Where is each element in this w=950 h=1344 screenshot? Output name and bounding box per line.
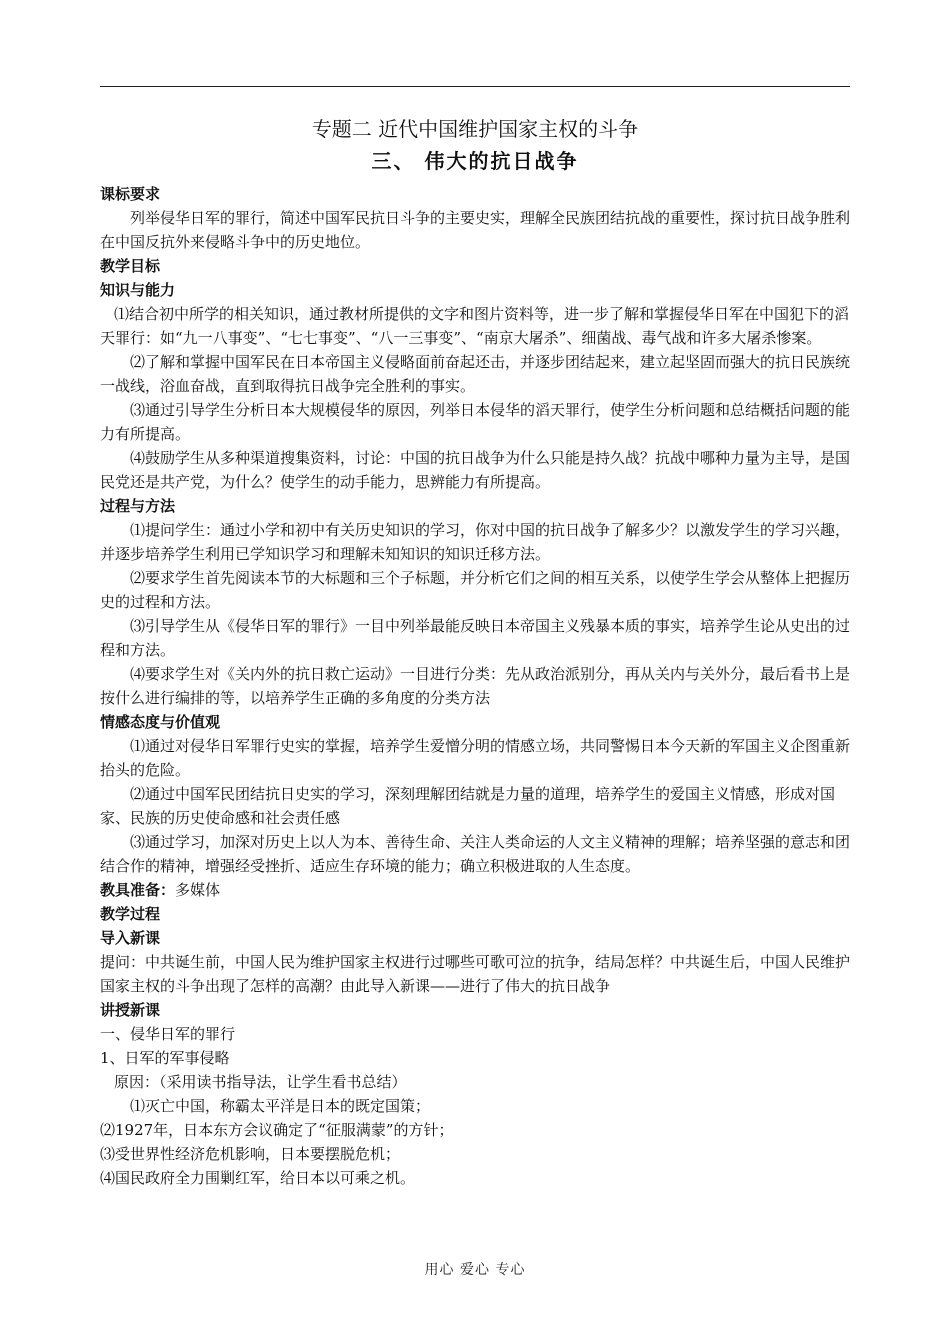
kebiao-text: 列举侵华日军的罪行，简述中国军民抗日斗争的主要史实，理解全民族团结抗战的重要性，探讨抗日战争胜利在中国反抗外来侵略斗争中的历史地位。 [100,209,851,251]
page-footer: 用心 爱心 专心 [424,1262,526,1278]
guocheng-item: ⑵要求学生首先阅读本节的大标题和三个子标题，并分析它们之间的相互关系，以使学生学会从整体上把握历史的过程和方法。 [100,569,851,611]
sub-title: 1、日军的军事侵略 [100,1049,230,1067]
qinggan-item: ⑵通过中国军民团结抗日史实的学习，深刻理解团结就是力量的道理，培养学生的爱国主义情感，形成对国家、民族的历史使命感和社会责任感 [100,785,836,827]
reason-item: ⑶受世界性经济危机影响，日本要摆脱危机； [100,1145,401,1163]
guocheng-item: ⑶引导学生从《侵华日军的罪行》一目中列举最能反映日本帝国主义残暴本质的事实，培养学生论从史出的过程和方法。 [100,617,851,659]
jiaoju-line [100,878,850,902]
heading-jiangshou: 讲授新课 [100,1001,161,1019]
heading-guocheng-fangfa: 过程与方法 [100,497,176,515]
heading-qinggan: 情感态度与价值观 [100,713,221,731]
heading-jiaoxue-guocheng: 教学过程 [100,905,161,923]
heading-zhishi: 知识与能力 [100,281,176,299]
qinggan-item: ⑶通过学习，加深对历史上以人为本、善待生命、关注人类命运的人文主义精神的理解；培养坚强的意志和团结合作的精神，增强经受挫折、适应生存环境的能力；确立积极进取的人生态度。 [100,833,851,875]
qinggan-item: ⑴通过对侵华日军罪行史实的掌握，培养学生爱憎分明的情感立场，共同警惕日本今天新的军国主义企图重新抬头的危险。 [100,737,851,779]
reason-item: ⑴灭亡中国，称霸太平洋是日本的既定国策； [130,1097,431,1115]
jiaoju-value: 多媒体 [175,881,221,899]
zhishi-item: ⑴结合初中所学的相关知识，通过教材所提供的文字和图片资料等，进一步了解和掌握侵华日军在中国犯下的滔天罪行：如“九一八事变”、“七七事变”、“八一三事变”、“南京大屠杀”、细菌战、毒气战和许多大屠杀惨案。 [100,305,850,347]
heading-mubiao: 教学目标 [100,257,161,275]
heading-kebiao: 课标要求 [100,185,161,203]
guocheng-item: ⑴提问学生：通过小学和初中有关历史知识的学习，你对中国的抗日战争了解多少？以激发学生的学习兴趣，并逐步培养学生利用已学知识学习和理解未知知识的知识迁移方法。 [100,521,851,563]
reason-item: ⑵1927年，日本东方会议确定了“征服满蒙”的方针； [100,1121,454,1139]
zhishi-item: ⑵了解和掌握中国军民在日本帝国主义侵略面前奋起还击，并逐步团结起来，建立起坚固而强大的抗日民族统一战线，浴血奋战，直到取得抗日战争完全胜利的事实。 [100,353,851,395]
part-title: 一、侵华日军的罪行 [100,1025,236,1043]
guocheng-item: ⑷要求学生对《关内外的抗日救亡运动》一目进行分类：先从政治派别分，再从关内与关外分，最后看书上是按什么进行编排的等，以培养学生正确的多角度的分类方法 [100,665,851,707]
page-title: 专题二 近代中国维护国家主权的斗争 [311,117,639,141]
zhishi-item: ⑶通过引导学生分析日本大规模侵华的原因，列举日本侵华的滔天罪行，使学生分析问题和总结概括问题的能力有所提高。 [100,401,851,443]
heading-daoru: 导入新课 [100,929,161,947]
document-body [100,114,850,1190]
lesson-subtitle: 三、 伟大的抗日战争 [371,149,579,173]
reason-item: ⑷国民政府全力围剿红军，给日本以可乘之机。 [100,1169,416,1187]
header-rule [100,86,850,87]
zhishi-item: ⑷鼓励学生从多种渠道搜集资料，讨论：中国的抗日战争为什么只能是持久战？抗战中哪种力量为主导，是国民党还是共产党，为什么？使学生的动手能力，思辨能力有所提高。 [100,449,851,491]
reason-intro: 原因：（采用读书指导法，让学生看书总结） [114,1073,407,1091]
jiaoju-label: 教具准备： [100,881,176,899]
daoru-text: 提问：中共诞生前，中国人民为维护国家主权进行过哪些可歌可泣的抗争，结局怎样？中共诞生后，中国人民维护国家主权的斗争出现了怎样的高潮？由此导入新课——进行了伟大的抗日战争 [100,953,851,995]
